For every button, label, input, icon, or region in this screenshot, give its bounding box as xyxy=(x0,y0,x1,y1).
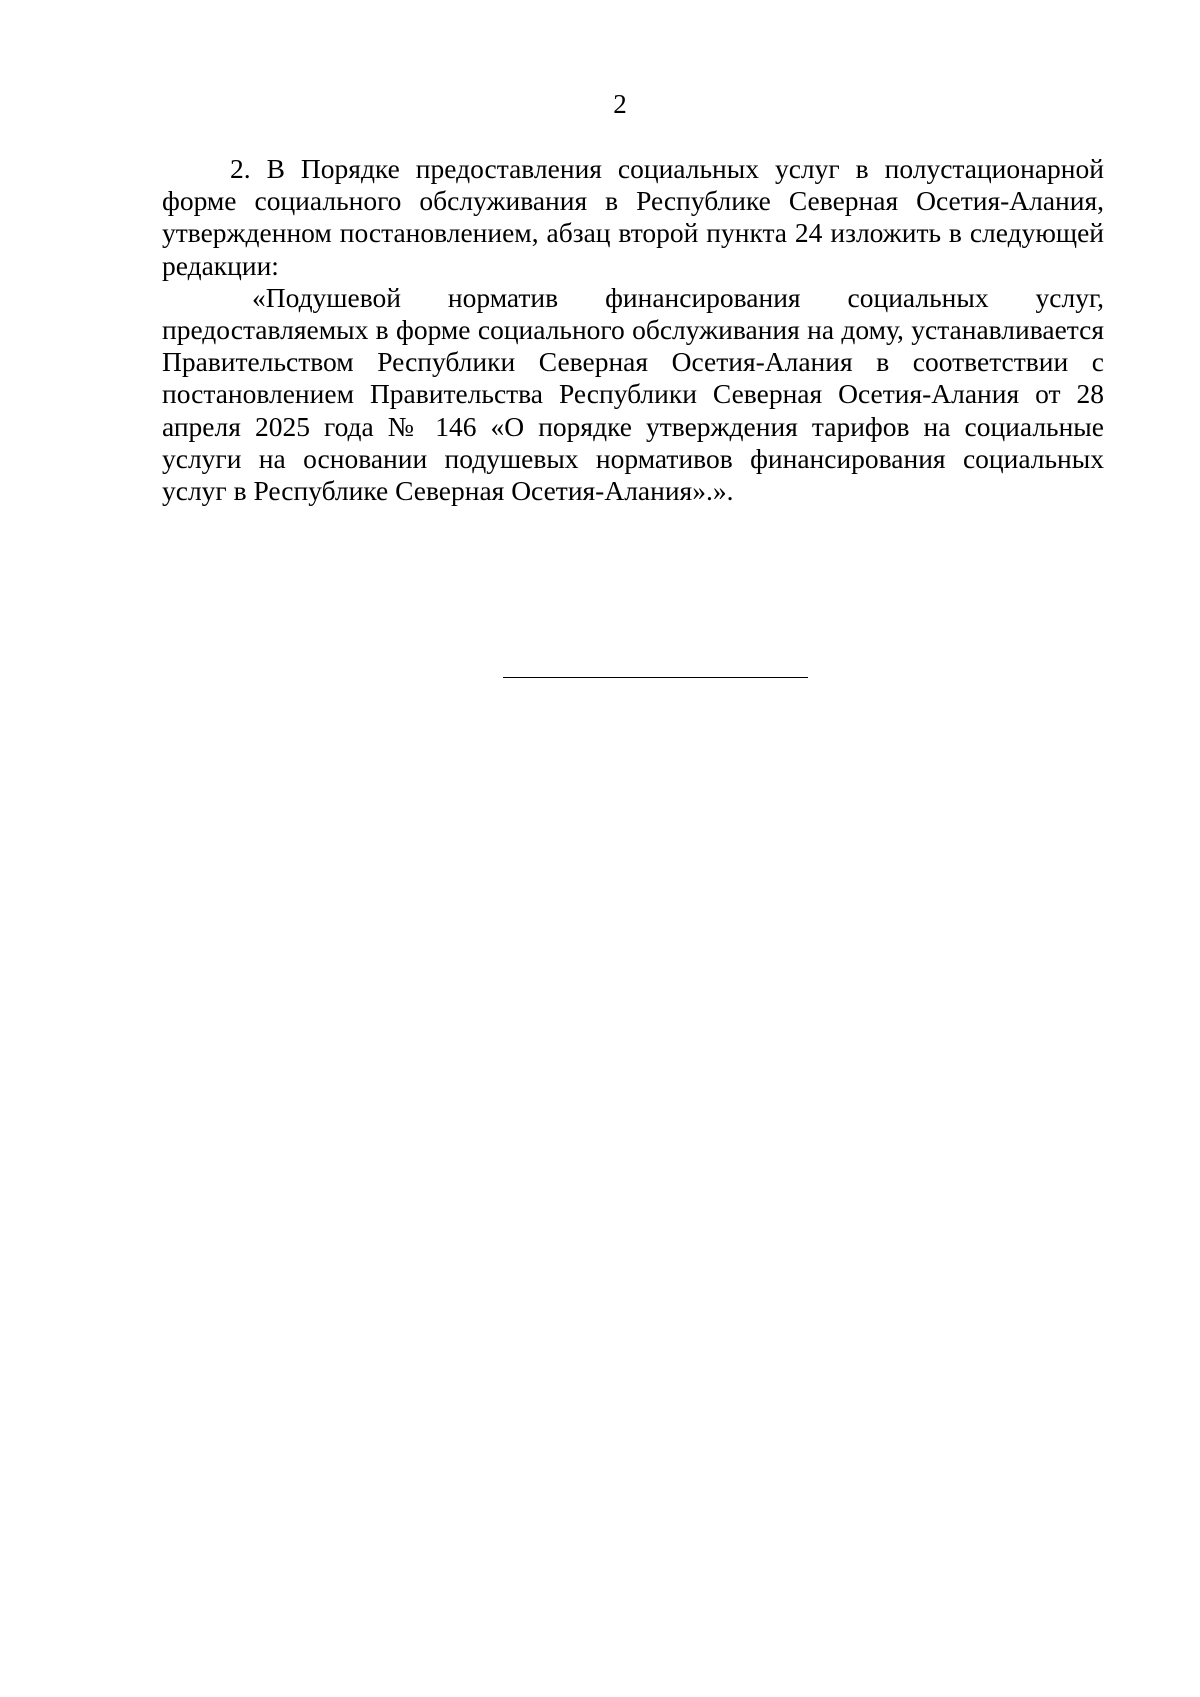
end-of-text-rule xyxy=(503,677,808,678)
paragraph-item-2: 2. В Порядке предоставления социальных услуг в полустационарной форме социального обслуживания в Республике Северная Осетия-Алания, утвержденном постановлением, абзац второй пункта 24 изложить в следующей редакции: xyxy=(162,153,1104,281)
paragraph-quoted-amendment: «Подушевой норматив финансирования социальных услуг, предоставляемых в форме социального обслуживания на дому, устанавливается Правительством Республики Северная Осетия-Алания в соответствии с постановлением Правительства Республики Северная Осетия-Алания от 28 апреля 2025 года № 146 «О порядке утверждения тарифов на социальные услуги на основании подушевых нормативов финансирования социальных услуг в Республике Северная Осетия-Алания».». xyxy=(162,281,1104,507)
page-number: 2 xyxy=(613,89,627,119)
document-body xyxy=(162,153,1104,507)
